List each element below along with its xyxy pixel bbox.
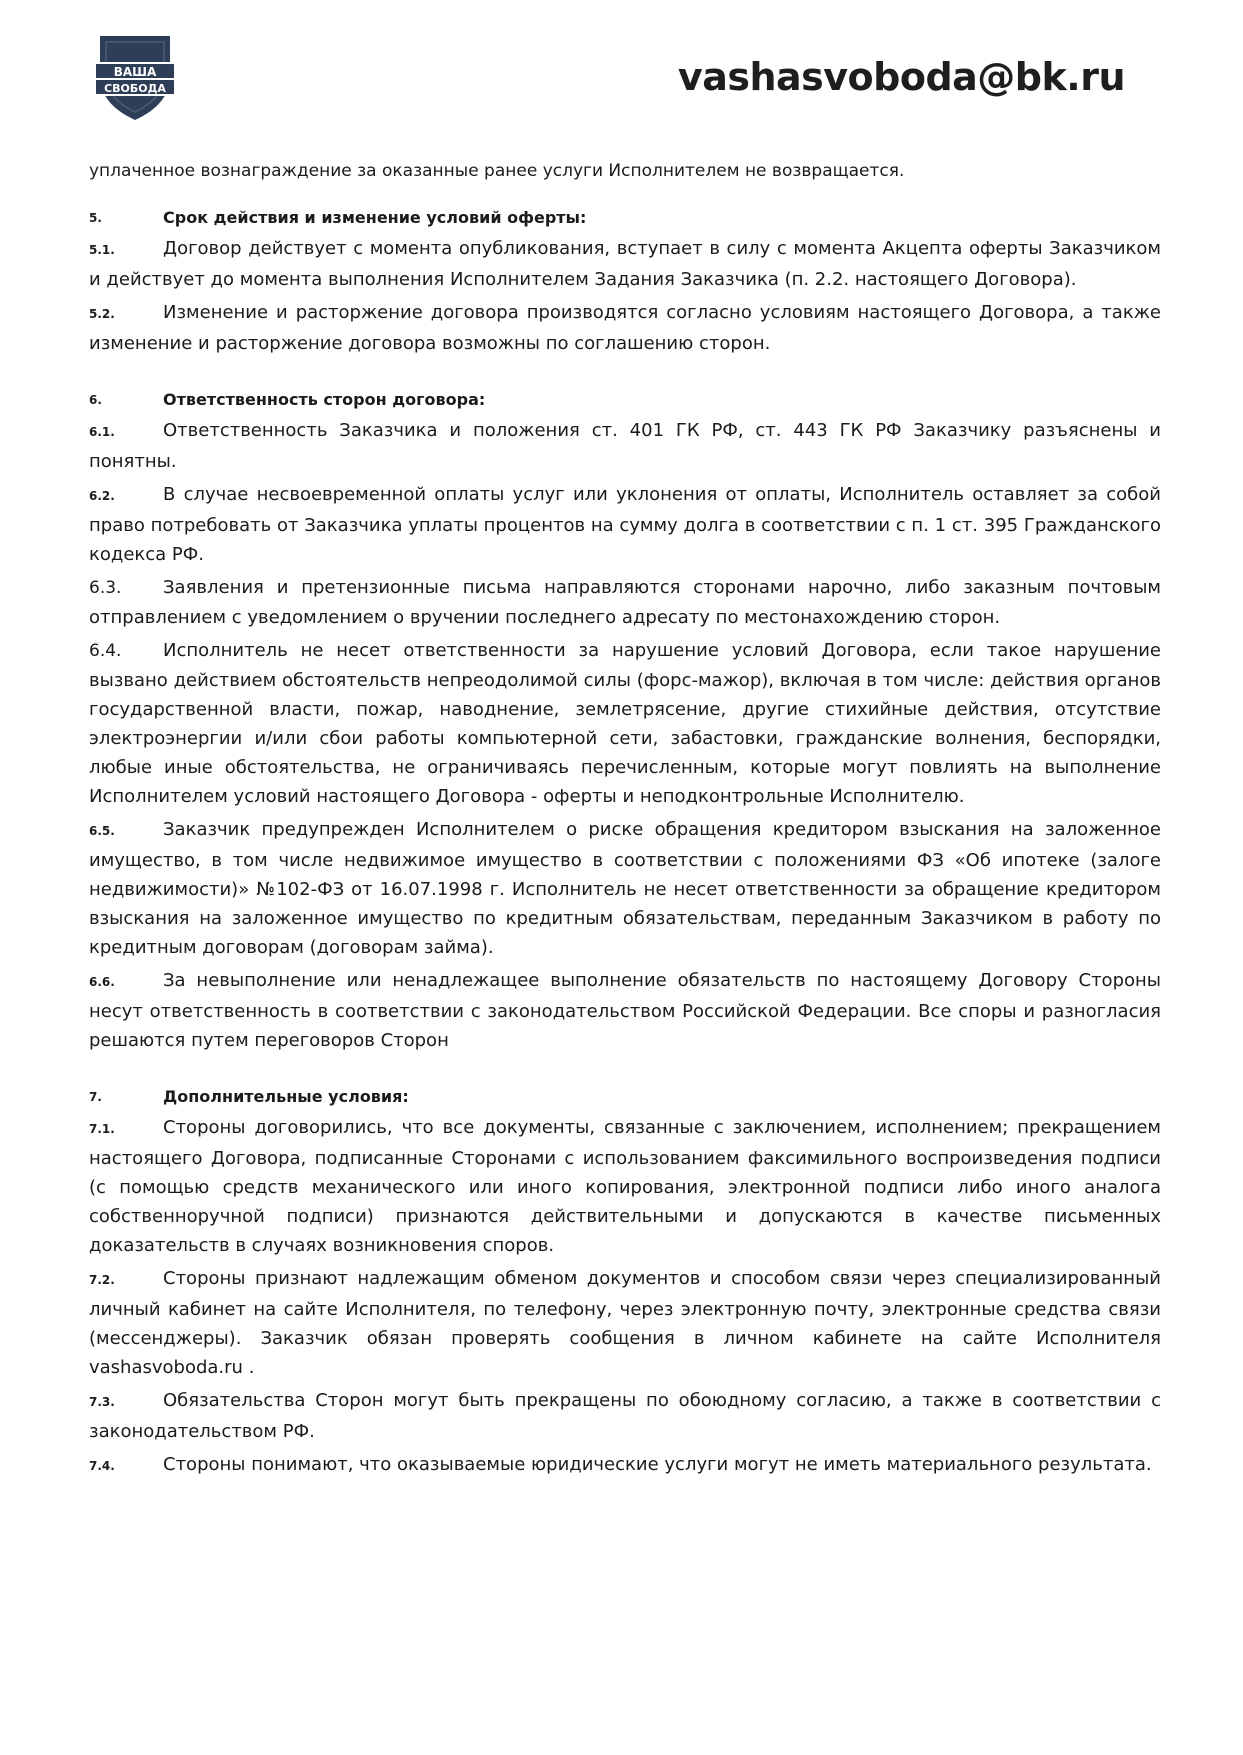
clause-number: 6.3. <box>89 578 122 598</box>
clause-number: 5.1. <box>89 243 115 257</box>
section-title <box>89 1085 1161 1109</box>
logo-text-top: ВАША <box>113 65 157 79</box>
clause-text: Стороны договорились, что все документы, связанные с заключением, исполнением; прекращением настоящего Договора, подписанные Сторонами с использованием факсимильного воспроизведения подписи (с помощью средств механического или иного копирования, электронной подписи либо иного аналога собственноручной подписи) признаются действительными и допускаются в качестве письменных доказательств в случаях возникновения споров. <box>89 1117 1161 1256</box>
clause <box>89 636 1161 811</box>
section-title <box>89 388 1161 412</box>
clause <box>89 815 1161 962</box>
clause-text: В случае несвоевременной оплаты услуг или уклонения от оплаты, Исполнитель оставляет за собой право потребовать от Заказчика уплаты процентов на сумму долга в соответствии с п. 1 ст. 395 Гражданского кодекса РФ. <box>89 484 1161 565</box>
clause-text: Изменение и расторжение договора производятся согласно условиям настоящего Договора, а также изменение и расторжение договора возможны по соглашению сторон. <box>89 302 1161 354</box>
section-number: 5. <box>89 211 102 225</box>
logo-text-bottom: СВОБОДА <box>104 82 166 95</box>
clause-text: Договор действует с момента опубликования, вступает в силу с момента Акцепта оферты Заказчиком и действует до момента выполнения Исполнителем Задания Заказчика (п. 2.2. настоящего Договора). <box>89 238 1161 290</box>
clause-text: Заявления и претензионные письма направляются сторонами нарочно, либо заказным почтовым отправлением с уведомлением о вручении последнего адресату по местонахождению сторон. <box>89 577 1161 628</box>
clause-number: 6.2. <box>89 489 115 503</box>
section-number: 7. <box>89 1090 102 1104</box>
shield-logo-icon <box>92 32 178 122</box>
clause-number: 7.1. <box>89 1122 115 1136</box>
section-heading: Дополнительные условия: <box>163 1087 409 1106</box>
clause-number: 6.6. <box>89 975 115 989</box>
clause-number: 6.4. <box>89 641 122 661</box>
clause <box>89 298 1161 358</box>
clause <box>89 1386 1161 1446</box>
clause <box>89 416 1161 476</box>
clause-number: 7.2. <box>89 1273 115 1287</box>
section-heading: Срок действия и изменение условий оферты: <box>163 208 587 227</box>
clause-text: Стороны признают надлежащим обменом документов и способом связи через специализированный личный кабинет на сайте Исполнителя, по телефону, через электронную почту, электронные средства связи (мессенджеры). Заказчик обязан проверять сообщения в личном кабинете на сайте Исполнителя vashasvoboda.ru . <box>89 1268 1161 1378</box>
clause-text: Ответственность Заказчика и положения ст. 401 ГК РФ, ст. 443 ГК РФ Заказчику разъяснены и понятны. <box>89 420 1161 472</box>
section-heading: Ответственность сторон договора: <box>163 390 486 409</box>
clause <box>89 1450 1161 1481</box>
clause-text: Заказчик предупрежден Исполнителем о риске обращения кредитором взыскания на заложенное имущество, в том числе недвижимое имущество в соответствии с положениями ФЗ «Об ипотеке (залоге недвижимости)» №102-ФЗ от 16.07.1998 г. Исполнитель не несет ответственности за обращение кредитором взыскания на заложенное имущество по кредитным обязательствам, переданным Заказчиком в работу по кредитным договорам (договорам займа). <box>89 819 1161 958</box>
clause-number: 7.3. <box>89 1395 115 1409</box>
clause-number: 5.2. <box>89 307 115 321</box>
clause-number: 6.5. <box>89 824 115 838</box>
document-body <box>89 158 1161 1485</box>
clause-number: 7.4. <box>89 1459 115 1473</box>
clause <box>89 1113 1161 1260</box>
clause <box>89 966 1161 1055</box>
clause <box>89 1264 1161 1382</box>
clause <box>89 480 1161 569</box>
lead-paragraph: уплаченное вознаграждение за оказанные ранее услуги Исполнителем не возвращается. <box>89 161 905 181</box>
company-logo <box>92 32 178 122</box>
clause-text: Исполнитель не несет ответственности за нарушение условий Договора, если такое нарушение вызвано действием обстоятельств непреодолимой силы (форс-мажор), включая в том числе: действия органов государственной власти, пожар, наводнение, землетрясение, другие стихийные действия, отсутствие электроэнергии и/или сбои работы компьютерной сети, забастовки, гражданские волнения, беспорядки, любые иные обстоятельства, не ограничиваясь перечисленным, которые могут повлиять на выполнение Исполнителем условий настоящего Договора - оферты и неподконтрольные Исполнителю. <box>89 640 1161 807</box>
clause <box>89 573 1161 632</box>
header-email[interactable]: vashasvoboda@bk.ru <box>677 55 1125 99</box>
clause-text: Обязательства Сторон могут быть прекращены по обоюдному согласию, а также в соответствии с законодательством РФ. <box>89 1390 1161 1442</box>
section-number: 6. <box>89 393 102 407</box>
clause-number: 6.1. <box>89 425 115 439</box>
clause <box>89 234 1161 294</box>
clause-text: Стороны понимают, что оказываемые юридические услуги могут не иметь материального результата. <box>163 1454 1152 1475</box>
clause-text: За невыполнение или ненадлежащее выполнение обязательств по настоящему Договору Стороны несут ответственность в соответствии с законодательством Российской Федерации. Все споры и разногласия решаются путем переговоров Сторон <box>89 970 1161 1051</box>
section-title <box>89 206 1161 230</box>
